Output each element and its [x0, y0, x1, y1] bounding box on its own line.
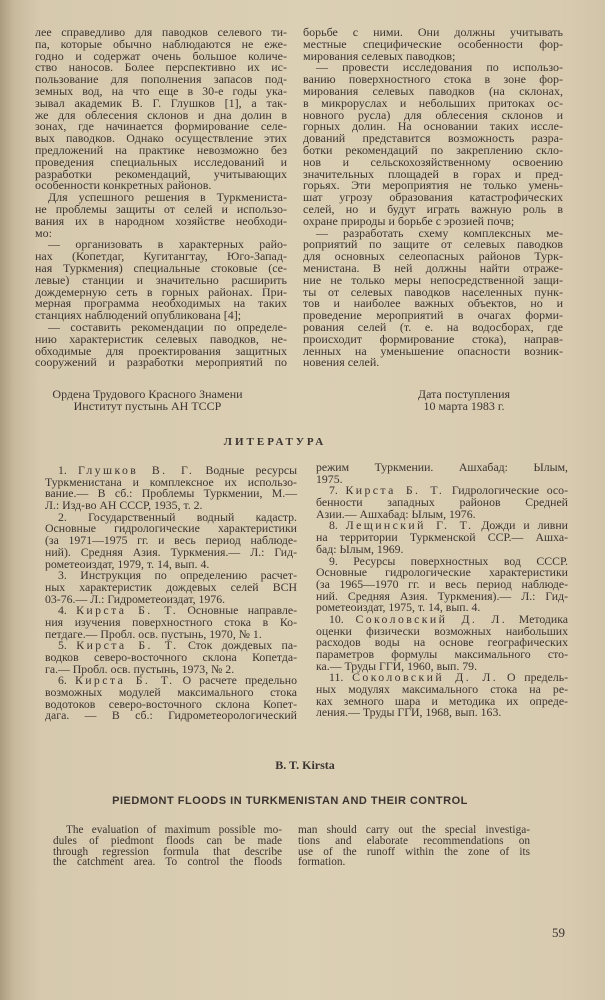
reference-entry: [316, 520, 568, 555]
text-line: га.— Пробл. осв. пустынь, 1973, № 2.: [45, 661, 235, 676]
references-left-column: [45, 465, 297, 722]
text-line: 1975.: [316, 471, 343, 486]
reference-text: Ресурсы поверхностных вод СССР.: [353, 553, 568, 568]
text-line: Азии.— Ашхабад: Ылым, 1976.: [316, 506, 476, 521]
reference-number: 4.: [58, 603, 67, 618]
text-line: use of the runoff within the zone of its: [298, 845, 530, 858]
text-line: дований представится возможность разра-: [303, 131, 563, 146]
reference-text: Водные ресурсы: [205, 463, 298, 477]
text-line: шат угрозу образования катастрофических: [303, 190, 563, 205]
body-left-column: [35, 27, 287, 369]
text-line: горьях. Эти мероприятия не только умень-: [303, 178, 563, 193]
text-line: борьбе с ними. Они должны учитывать: [303, 25, 563, 39]
text-line: рометеоиздат, 1979, т. 14, вып. 4.: [45, 556, 210, 571]
text-line: бенности западных районов Средней: [316, 495, 568, 510]
text-line: охране природы и борьбе с эрозией почв;: [303, 213, 515, 228]
received-date: [405, 389, 523, 412]
text-line: мерная программа необходимых на таких: [35, 296, 287, 311]
reference-number: 2.: [58, 509, 67, 524]
text-line: (за 1971—1975 гг. и весь период наблюде-: [45, 533, 297, 548]
text-line: сооружений и разработки мероприятий по: [35, 355, 287, 370]
reference-entry: [45, 605, 297, 640]
text-line: годно и содержат очень большое количе-: [35, 48, 287, 63]
text-line: рования селей (т. е. на водосборах, где: [303, 319, 563, 334]
text-line: возможных модулей максимального стока: [45, 685, 297, 700]
text-line: ство наносов. Более перспективно их ис-: [35, 60, 287, 75]
reference-entry: [45, 675, 297, 722]
text-line: зывал академик В. Г. Глушков [1], а так-: [35, 95, 287, 110]
text-line: же для облесения склонов и дна долин в: [35, 107, 287, 122]
reference-text: Сток дождевых па-: [187, 638, 298, 653]
text-line: Л.: Изд-во АН СССР, 1935, т. 2.: [45, 498, 203, 513]
text-line: лее справедливо для паводков селевого ти-: [35, 25, 287, 39]
paragraph: [35, 239, 287, 322]
paragraph: [303, 225, 563, 370]
reference-number: 9.: [329, 553, 338, 568]
paragraph: [35, 27, 287, 192]
text-line: 03-76.— Л.: Гидрометеоиздат, 1976.: [45, 591, 226, 606]
text-line: менистана. В ней должны найти отраже-: [303, 260, 563, 275]
text-line: мирования селевых паводков (на склонах,: [303, 83, 563, 98]
reference-number: 3.: [58, 568, 67, 583]
reference-author: Глушков В. Г.: [78, 463, 195, 477]
institute-line: Ордена Трудового Красного Знамени: [52, 387, 243, 401]
text-line: ты от селевых паводков населенных пунк-: [303, 284, 563, 299]
text-line: ках земного шара и методика их опреде-: [316, 693, 568, 708]
text-line: Основные гидрологические характеристики: [316, 565, 568, 580]
reference-text: Основные направле-: [187, 603, 297, 618]
reference-entry: [45, 640, 297, 675]
body-right-column: [303, 27, 563, 369]
text-line: пользование для пополнения запасов под-: [35, 72, 287, 87]
text-line: ная Туркмения) специальные стоковые (се-: [35, 260, 287, 275]
text-line: (за 1965—1970 гг. и весь период наблюде-: [316, 576, 568, 591]
text-line: дождемерную сеть в горных районах. При-: [35, 284, 287, 299]
text-line: вых паводков. Однако осуществление этих: [35, 131, 287, 146]
text-line: formation.: [298, 856, 346, 869]
text-line: ний). Средняя Азия. Туркмения.— Л.: Гид-: [45, 544, 297, 559]
text-line: — организовать в характерных райо-: [48, 237, 287, 252]
reference-number: 11.: [329, 670, 344, 685]
paragraph: [303, 62, 563, 227]
text-line: левые) станции и значительно расширить: [35, 272, 287, 287]
page-number: 59: [552, 925, 565, 940]
text-line: ления.— Труды ГГИ, 1968, вып. 163.: [316, 705, 502, 720]
text-line: The evaluation of maximum possible mo-: [66, 824, 282, 836]
text-line: в микроруслах и небольших притоках ос-: [303, 95, 563, 110]
reference-text: Инструкция по определению расчет-: [80, 568, 297, 583]
text-line: роприятий по защите от селевых паводков: [303, 237, 563, 252]
text-line: ванию поверхностного стока в зоне фор-: [303, 72, 563, 87]
text-line: тов и наиболее важных объектов, но и: [303, 296, 563, 311]
text-line: селей, но и будут играть важную роль в: [303, 201, 563, 216]
literature-heading: ЛИТЕРАТУРА: [223, 436, 327, 448]
text-line: нов и сельскохозяйственному освоению: [303, 154, 563, 169]
abstract-left-column: [53, 825, 282, 868]
text-line: рометеоиздат, 1975, т. 14, вып. 4.: [316, 600, 481, 615]
reference-entry: [316, 485, 568, 520]
text-line: Для успешного решения в Туркмениста-: [48, 190, 287, 205]
text-line: бад: Ылым, 1969.: [316, 541, 404, 556]
received-value: 10 марта 1983 г.: [423, 398, 505, 413]
text-line: ний. Средняя Азия. Туркмения).— Л.: Гид-: [316, 588, 568, 603]
reference-author: Кирста Б. Т.: [345, 483, 445, 498]
reference-author: Кирста Б. Т.: [76, 603, 179, 618]
reference-entry: [45, 570, 297, 605]
text-line: земных вод, на что еще в 30-е годы ука-: [35, 83, 287, 98]
reference-author: Соколовский Д. Л.: [352, 670, 499, 685]
institute-line: Институт пустынь АН ТССР: [73, 398, 222, 413]
reference-number: 6.: [58, 673, 67, 688]
reference-text: О предель-: [506, 670, 569, 685]
abstract-author: B. T. Kirsta: [275, 758, 335, 772]
text-line: расходов воды на основе географических: [316, 635, 568, 650]
reference-text: Методика: [518, 611, 568, 626]
paragraph: [35, 192, 287, 239]
text-line: дага. — В сб.: Гидрометеорологический: [45, 708, 297, 723]
text-line: the catchment area. To control the floods: [53, 856, 282, 869]
text-line: dules of piedmont floods can be made: [53, 834, 282, 847]
text-line: вание.— В сб.: Проблемы Туркмении, М.—: [45, 486, 297, 501]
text-line: — провести исследования по использо-: [316, 60, 563, 75]
reference-author: Соколовский Д. Л.: [355, 611, 508, 626]
text-line: ных характеристик дождевых селей ВСН: [45, 579, 297, 594]
text-line: режим Туркмении. Ашхабад: Ылым,: [316, 460, 568, 474]
text-line: вания их в народном хозяйстве необходи-: [35, 213, 287, 228]
text-line: ние не только меры непосредственной защи-: [303, 272, 563, 287]
text-line: — составить рекомендации по определе-: [48, 319, 287, 334]
reference-entry: [316, 672, 568, 719]
text-line: горных долин. На основании таких иссле-: [303, 119, 563, 134]
text-line: параметров формулы максимального сто-: [316, 647, 568, 661]
text-line: значительных площадей в горах и пред-: [303, 166, 563, 181]
reference-text: Гидрологические осо-: [451, 483, 568, 498]
paragraph: [298, 825, 530, 868]
text-line: ка.— Труды ГГИ, 1960, вып. 79.: [316, 658, 478, 673]
text-line: водотоков северо-восточного склона Копет-: [45, 696, 297, 711]
text-line: новного русла) для облесения склонов и: [303, 107, 563, 122]
text-line: на территории Туркменской ССР.— Ашха-: [316, 530, 568, 545]
text-line: ния изучения поверхностного стока в Ко-: [45, 614, 297, 629]
text-line: нию характеристик селевых паводков, не-: [35, 331, 287, 346]
text-line: проведение мероприятий в очагах форми-: [303, 308, 563, 323]
text-line: па, которые обычно наблюдаются не еже-: [35, 36, 287, 51]
paragraph: [35, 319, 287, 370]
text-line: новения селей.: [303, 355, 380, 370]
text-line: разработки рекомендаций, учитывающих: [35, 166, 287, 181]
reference-text: Государственный водный кадастр.: [88, 509, 297, 524]
abstract-right-column: [298, 825, 530, 868]
text-line: Основные гидрологические характеристики: [45, 521, 297, 536]
text-line: man should carry out the special investiga-: [298, 824, 530, 836]
text-line: — разработать схему комплексных ме-: [316, 225, 563, 240]
reference-entry: [316, 553, 568, 615]
reference-author: Кирста Б. Т.: [74, 673, 175, 688]
text-line: ленных на уменьшение опасности возник-: [303, 343, 563, 358]
text-line: tions and elaborate recommendations on: [298, 834, 530, 847]
reference-number: 10.: [329, 611, 344, 626]
text-line: through regression formula that describe: [53, 845, 282, 858]
text-line: ных модулях максимального стока на ре-: [316, 682, 568, 697]
text-line: происходит формирование стока), направ-: [303, 331, 563, 346]
text-line: зонах, где начинается формирование селе-: [35, 119, 287, 134]
reference-text: О расчете предельно: [182, 673, 298, 688]
text-line: водков северо-восточного склона Копетда-: [45, 650, 297, 664]
paragraph: [303, 27, 563, 62]
reference-number: 7.: [329, 483, 338, 498]
reference-entry: [45, 465, 297, 512]
abstract-title: PIEDMONT FLOODS IN TURKMENISTAN AND THEIR CONTROL: [112, 795, 468, 807]
reference-entry: [45, 509, 297, 571]
text-line: оценки физически возможных наибольших: [316, 623, 568, 638]
reference-author: Лещинский Г. Т.: [345, 518, 474, 533]
paragraph: [53, 825, 282, 868]
reference-entry: [316, 611, 568, 673]
text-line: местные специфические особенности фор-: [303, 36, 563, 51]
reference-author: Кирста Б. Т.: [76, 638, 179, 653]
text-line: ботки рекомендаций по закреплению скло-: [303, 142, 563, 157]
text-line: мо:: [35, 225, 52, 240]
text-line: не проблемы защиты от селей и использо-: [35, 201, 287, 216]
references-right-column: [316, 462, 568, 719]
text-line: особенности конкретных районов.: [35, 178, 212, 193]
reference-number: 1.: [58, 463, 67, 477]
text-line: Туркменистана и комплексное их использо-: [45, 474, 297, 489]
institute-affiliation: [40, 389, 255, 412]
text-line: станциях наблюдений опубликована [4];: [35, 308, 242, 323]
text-line: петдаге.— Пробл. осв. пустынь, 1970, № 1.: [45, 626, 262, 641]
reference-number: 5.: [58, 638, 67, 653]
text-line: обходимые для проектирования защитных: [35, 343, 287, 358]
text-line: проведения специальных исследований и: [35, 154, 287, 169]
text-line: для основных селеопасных районов Турк-: [303, 249, 563, 264]
text-line: предложений на практике невозможно без: [35, 142, 287, 157]
reference-text: Дожди и ливни: [481, 518, 568, 533]
text-line: нах (Копетдаг, Кугитангтау, Юго-Запад-: [35, 249, 287, 264]
text-line: мирования селевых паводков;: [303, 48, 456, 63]
reference-number: 8.: [329, 518, 338, 533]
reference-entry: [316, 462, 568, 485]
received-label: Дата поступления: [417, 387, 511, 401]
